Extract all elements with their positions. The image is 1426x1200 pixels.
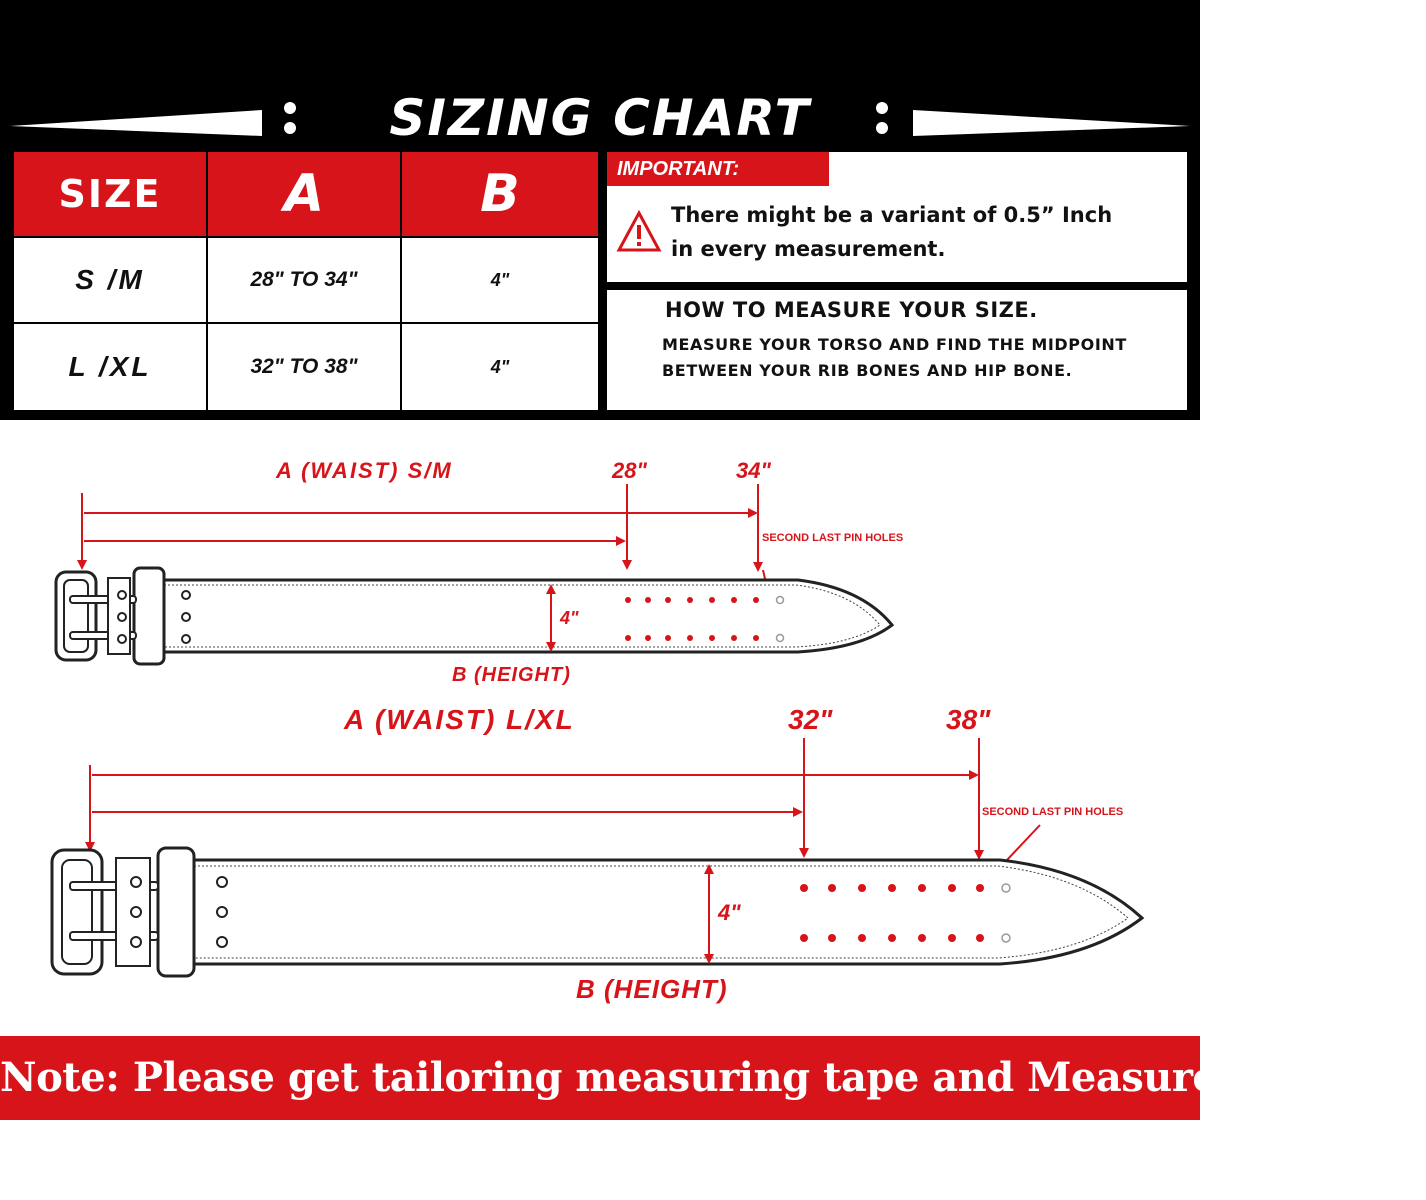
warning-triangle-icon [617, 210, 661, 254]
header-panel [0, 0, 1200, 420]
row-b-sm: 4" [402, 238, 598, 322]
buckle-frame [56, 572, 96, 660]
buckle-plate [116, 858, 150, 966]
belt-lxl-pin-label: SECOND LAST PIN HOLES [982, 806, 1124, 818]
how-to-line-1: MEASURE YOUR TORSO AND FIND THE MIDPOINT [662, 335, 1127, 354]
belt-sm-height-label: B (HEIGHT) [452, 664, 571, 686]
row-a-sm: 28" TO 34" [208, 238, 400, 322]
belt-sm-pin-label: SECOND LAST PIN HOLES [762, 532, 904, 544]
row-size-lxl: L /XL [14, 324, 206, 410]
belt-lxl-height-label: B (HEIGHT) [576, 974, 728, 1004]
belt-sm-waist-label: A (WAIST) S/M [276, 458, 453, 483]
how-to-title: HOW TO MEASURE YOUR SIZE. [665, 298, 1038, 322]
important-box [607, 152, 1187, 282]
header-b: B [402, 152, 598, 236]
belt-keeper [158, 848, 194, 976]
belt-strap [160, 860, 1142, 964]
belt-diagrams [0, 420, 1200, 1040]
belt-sm-min-label: 28" [612, 458, 647, 483]
important-line-2: in every measurement. [671, 237, 946, 261]
belt-lxl-height-value: 4" [718, 900, 741, 925]
size-table [14, 152, 598, 410]
row-size-sm: S /M [14, 238, 206, 322]
row-a-lxl: 32" TO 38" [208, 324, 400, 410]
buckle-frame [52, 850, 102, 974]
right-wedge [913, 110, 1190, 136]
page-title: SIZING CHART [389, 89, 811, 147]
title-colon-dot [284, 102, 296, 114]
row-b-lxl: 4" [402, 324, 598, 410]
belt-sm-height-value: 4" [560, 608, 579, 628]
belt-sm [56, 484, 892, 664]
belt-sm-max-label: 34" [736, 458, 771, 483]
belt-lxl-max-label: 38" [946, 704, 991, 735]
important-line-1: There might be a variant of 0.5” Inch [671, 203, 1113, 227]
how-to-box [607, 290, 1187, 410]
important-label: IMPORTANT: [607, 152, 829, 186]
how-to-text [662, 332, 1182, 384]
belt-keeper [134, 568, 164, 664]
note-text: Note: Please get tailoring measuring tape and Measure your size [0, 1054, 1426, 1101]
title-colon-dot [284, 122, 296, 134]
belt-lxl [52, 738, 1142, 976]
important-text [671, 198, 1171, 266]
left-wedge [10, 110, 262, 136]
belt-lxl-waist-label: A (WAIST) L/XL [344, 704, 575, 735]
title-row [0, 88, 1200, 148]
header-size: SIZE [14, 152, 206, 236]
header-a: A [208, 152, 400, 236]
note-bar [0, 1036, 1426, 1120]
belt-lxl-min-label: 32" [788, 704, 833, 735]
how-to-line-2: BETWEEN YOUR RIB BONES AND HIP BONE. [662, 361, 1073, 380]
